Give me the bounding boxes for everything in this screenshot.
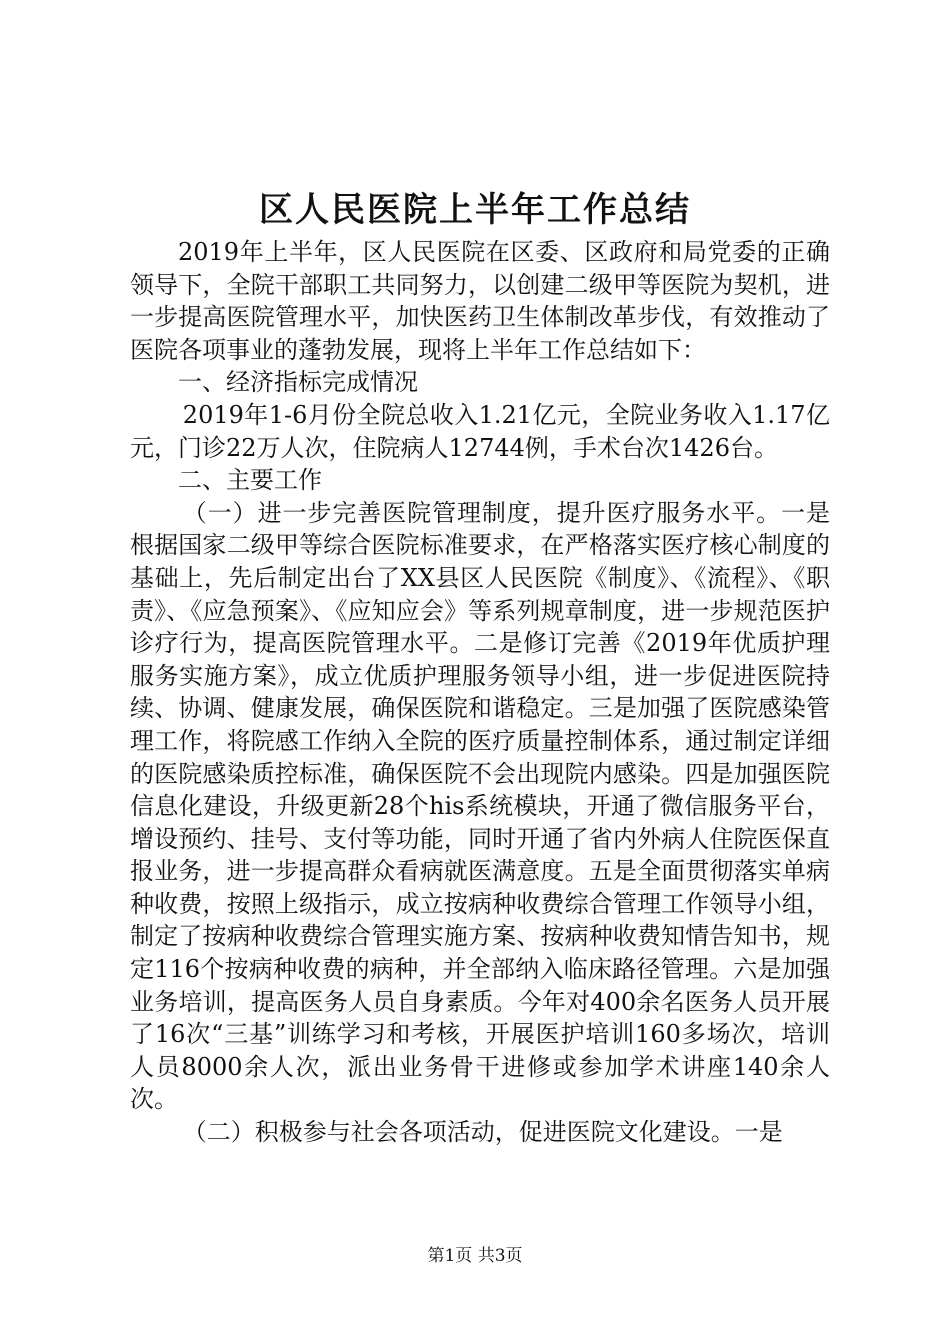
paragraph-intro: 2019年上半年，区人民医院在区委、区政府和局党委的正确领导下，全院干部职工共同努力，以创建二级甲等医院为契机，进一步提高医院管理水平，加快医药卫生体制改革步伐，有效推动了医院各项事业的蓬勃发展，现将上半年工作总结如下： <box>130 238 830 364</box>
page-number-footer: 第1页 共3页 <box>427 1246 523 1266</box>
paragraph-management-system: （一）进一步完善医院管理制度，提升医疗服务水平。一是根据国家二级甲等综合医院标准要求，在严格落实医疗核心制度的基础上，先后制定出台了XX县区人民医院《制度》、《流程》、《职责》、《应急预案》、《应知应会》等系列规章制度，进一步规范医护诊疗行为，提高医院管理水平。二是修订完善《2019年优质护理服务实施方案》，成立优质护理服务领导小组，进一步促进医院持续、协调、健康发展，确保医院和谐稳定。三是加强了医院感染管理工作，将院感工作纳入全院的医疗质量控制体系，通过制定详细的医院感染质控标准，确保医院不会出现院内感染。四是加强医院信息化建设，升级更新28个his系统模块，开通了微信服务平台，增设预约、挂号、支付等功能，同时开通了省内外病人住院医保直报业务，进一步提高群众看病就医满意度。五是全面贯彻落实单病种收费，按照上级指示，成立按病种收费综合管理工作领导小组，制定了按病种收费综合管理实施方案、按病种收费知情告知书，规定116个按病种收费的病种，并全部纳入临床路径管理。六是加强业务培训，提高医务人员自身素质。今年对400余名医务人员开展了16次“三基”训练学习和考核，开展医护培训160多场次，培训人员8000余人次，派出业务骨干进修或参加学术讲座140余人次。 <box>130 498 830 1114</box>
heading-economic-indicators: 一、经济指标完成情况 <box>178 368 418 397</box>
paragraph-economic-figures: 2019年1-6月份全院总收入1.21亿元，全院业务收入1.17亿元，门诊22万人次，住院病人12744例，手术台次1426台。 <box>130 400 830 462</box>
document-body <box>130 236 830 1149</box>
document-title: 区人民医院上半年工作总结 <box>259 190 691 230</box>
heading-main-work: 二、主要工作 <box>178 466 322 495</box>
paragraph-social-activities: （二）积极参与社会各项活动，促进医院文化建设。一是 <box>182 1118 783 1147</box>
